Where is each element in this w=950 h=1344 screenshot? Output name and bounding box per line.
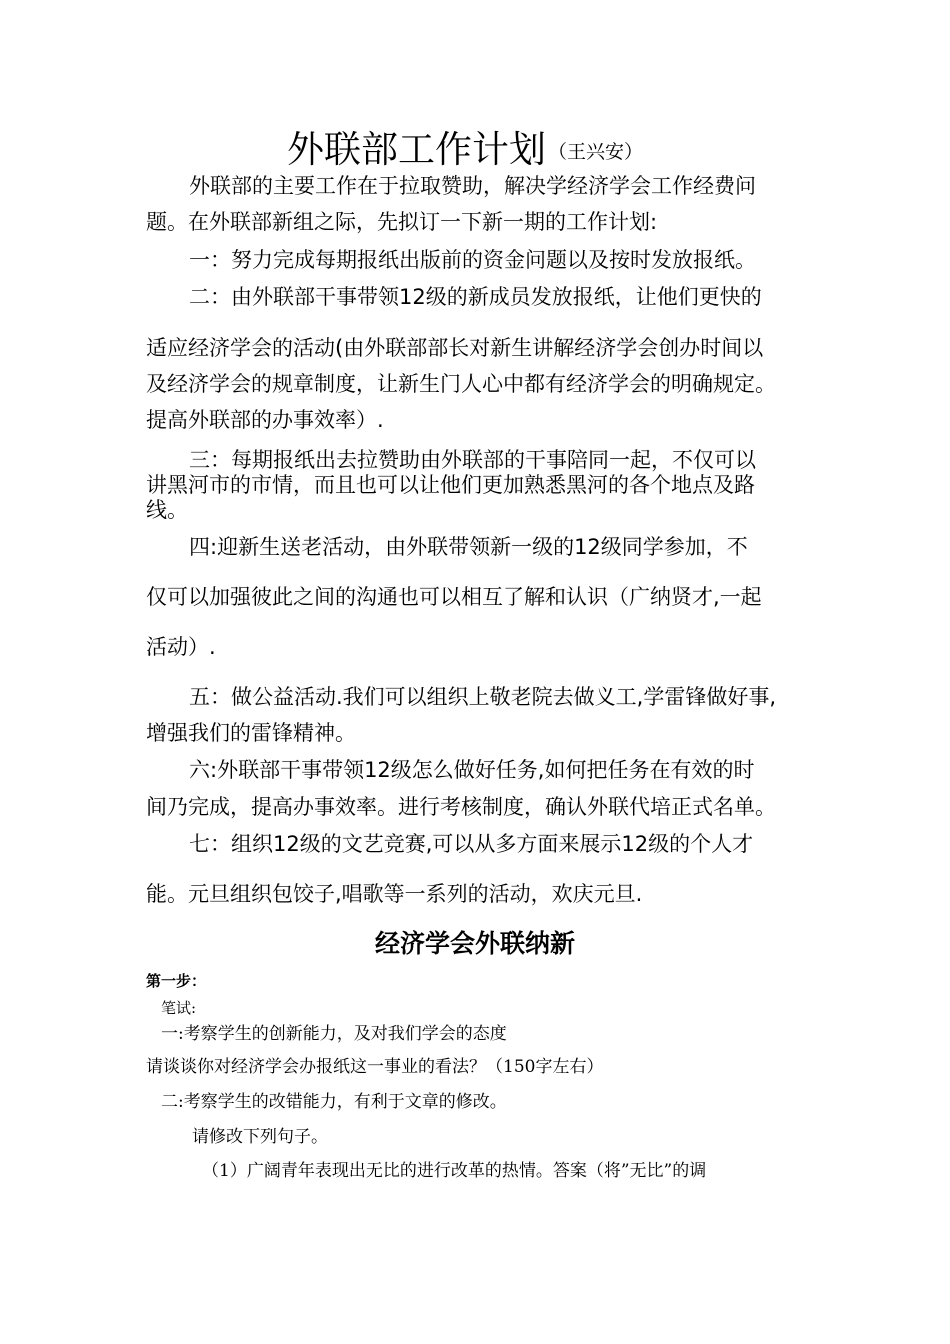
written-test-label: 笔试: xyxy=(161,999,197,1017)
plan-item-2-line-2: 适应经济学会的活动(由外联部部长对新生讲解经济学会创办时间以 xyxy=(146,336,764,360)
plan-item-7-line-2: 能。元旦组织包饺子,唱歌等一系列的活动，欢庆元旦. xyxy=(146,882,643,906)
plan-item-2-line-3: 及经济学会的规章制度，让新生门人心中都有经济学会的明确规定。 xyxy=(146,372,776,396)
recruitment-line-5: （1）广阔青年表现出无比的进行改革的热情。答案（将”无比”的调 xyxy=(202,1161,707,1181)
section-title: 经济学会外联纳新 xyxy=(374,929,575,958)
document-title xyxy=(287,128,644,171)
recruitment-line-3: 二:考察学生的改错能力，有利于文章的修改。 xyxy=(161,1092,507,1112)
plan-item-4-line-3: 活动）. xyxy=(146,635,216,659)
recruitment-line-2: 请谈谈你对经济学会办报纸这一事业的看法？（150字左右） xyxy=(146,1057,604,1077)
plan-item-1-line-1: 一：努力完成每期报纸出版前的资金问题以及按时发放报纸。 xyxy=(189,248,756,272)
recruitment-line-4: 请修改下列句子。 xyxy=(192,1127,328,1147)
author-name: （王兴安） xyxy=(548,141,644,163)
plan-item-2-line-4: 提高外联部的办事效率）. xyxy=(146,408,384,432)
step-label: 第一步： xyxy=(146,972,207,990)
plan-item-3-line-2: 讲黑河市的市情，而且也可以让他们更加熟悉黑河的各个地点及路 xyxy=(146,473,755,497)
plan-item-3-line-1: 三：每期报纸出去拉赞助由外联部的干事陪同一起，不仅可以 xyxy=(189,448,756,472)
recruitment-line-1: 一:考察学生的创新能力，及对我们学会的态度 xyxy=(161,1024,507,1044)
plan-item-3-line-3: 线。 xyxy=(146,498,188,522)
plan-item-5-line-1: 五：做公益活动.我们可以组织上敬老院去做义工,学雷锋做好事, xyxy=(189,685,777,709)
plan-item-6-line-1: 六:外联部干事带领12级怎么做好任务,如何把任务在有效的时 xyxy=(189,758,755,782)
plan-item-4-line-1: 四:迎新生送老活动，由外联带领新一级的12级同学参加，不 xyxy=(189,535,748,559)
plan-item-2-line-1: 二：由外联部干事带领12级的新成员发放报纸，让他们更快的 xyxy=(189,285,762,309)
plan-item-5-line-2: 增强我们的雷锋精神。 xyxy=(146,721,356,745)
plan-item-7-line-1: 七：组织12级的文艺竞赛,可以从多方面来展示12级的个人才 xyxy=(189,832,754,856)
plan-item-6-line-2: 间乃完成，提高办事效率。进行考核制度，确认外联代培正式名单。 xyxy=(146,795,776,819)
plan-item-4-line-2: 仅可以加强彼此之间的沟通也可以相互了解和认识（广纳贤才,一起 xyxy=(146,585,762,609)
intro-line-1: 外联部的主要工作在于拉取赞助，解决学经济学会工作经费问 xyxy=(189,174,756,198)
title-text: 外联部工作计划 xyxy=(287,128,546,171)
intro-line-2: 题。在外联部新组之际，先拟订一下新一期的工作计划: xyxy=(146,210,658,234)
